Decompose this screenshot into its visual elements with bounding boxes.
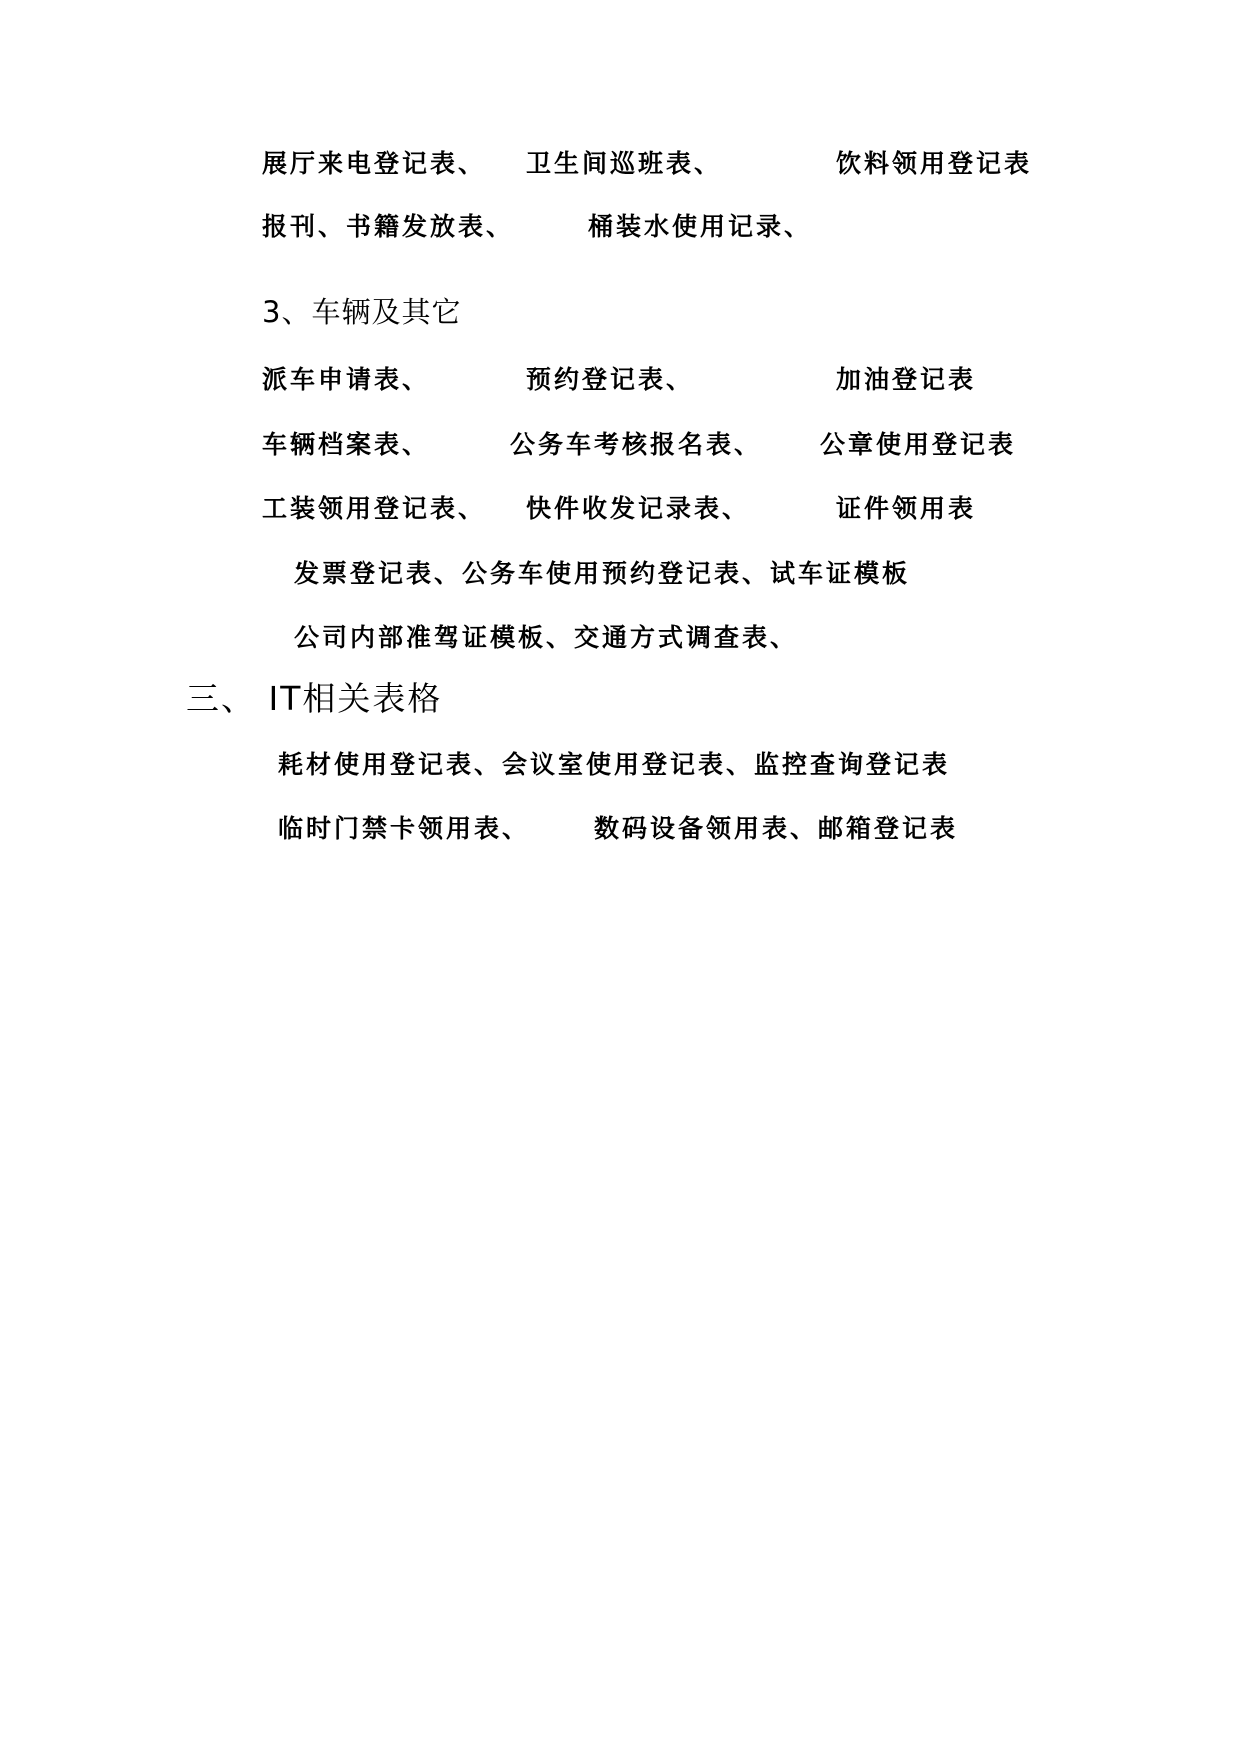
- form-list-row: [0, 358, 1241, 402]
- form-item: 快件收发记录表、: [526, 494, 751, 523]
- form-item: 报刊、书籍发放表、: [262, 212, 515, 241]
- form-item: 车辆档案表、: [262, 430, 431, 459]
- form-item: 耗材使用登记表、会议室使用登记表、监控查询登记表: [278, 750, 951, 779]
- form-item: 预约登记表、: [526, 365, 695, 394]
- form-item: 展厅来电登记表、: [262, 149, 487, 178]
- form-item: 公务车考核报名表、: [510, 430, 763, 459]
- form-list-row: [0, 552, 1241, 596]
- form-item: 公司内部准驾证模板、交通方式调查表、: [294, 623, 799, 652]
- form-list-row: [0, 205, 1241, 249]
- form-list-row: [0, 616, 1241, 660]
- form-item: 饮料领用登记表: [836, 149, 1033, 178]
- form-item: 工装领用登记表、: [262, 494, 487, 523]
- form-item: 证件领用表: [836, 494, 977, 523]
- form-item: 卫生间巡班表、: [526, 149, 723, 178]
- form-item: 临时门禁卡领用表、: [278, 814, 531, 843]
- form-item: 派车申请表、: [262, 365, 431, 394]
- form-item: 发票登记表、公务车使用预约登记表、试车证模板: [294, 559, 911, 588]
- form-item: 数码设备领用表、邮箱登记表: [594, 814, 959, 843]
- form-list-row: [0, 487, 1241, 531]
- form-list-row: [0, 807, 1241, 851]
- form-item: 公章使用登记表: [820, 430, 1017, 459]
- form-item: 桶装水使用记录、: [588, 212, 813, 241]
- form-item: 加油登记表: [836, 365, 977, 394]
- form-list-row: [0, 423, 1241, 467]
- form-list-row: [0, 743, 1241, 787]
- subsection-heading: 3、车辆及其它: [262, 295, 462, 329]
- form-list-row: [0, 142, 1241, 186]
- section-heading: 三、 IT相关表格: [186, 679, 443, 718]
